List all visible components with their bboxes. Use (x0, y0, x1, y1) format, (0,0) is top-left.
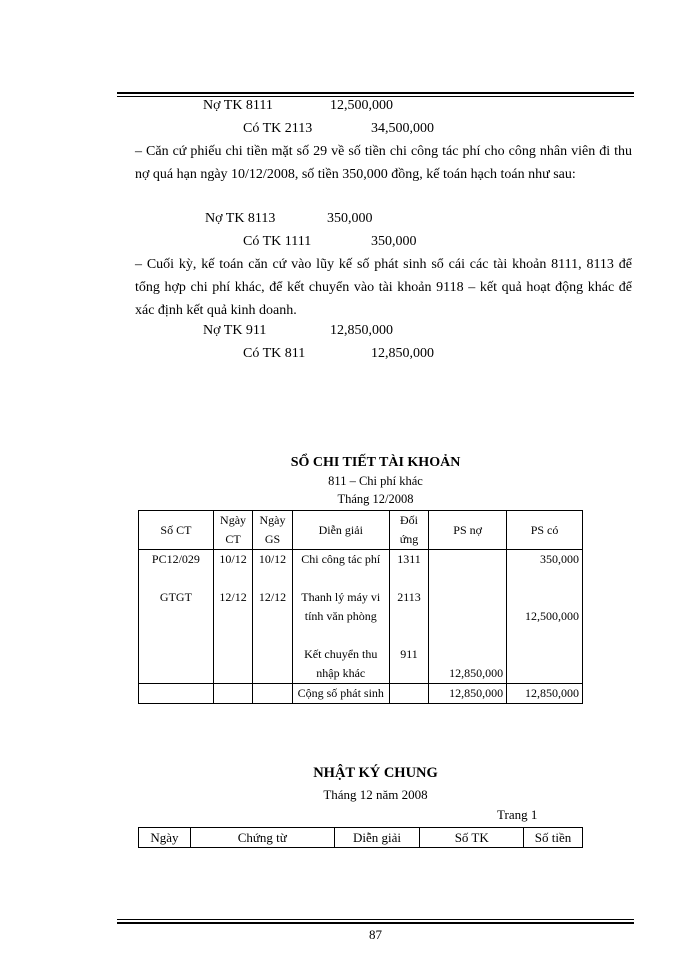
header-dien-giai: Diễn giải (292, 511, 389, 550)
total-ps-co: 12,850,000 (507, 684, 583, 704)
doi-ung-cell (389, 550, 428, 684)
ledger-header-row (139, 511, 583, 550)
entry1-debit-amount: 12,500,000 (330, 98, 393, 113)
ledger-total-row (139, 684, 583, 704)
table-row-3-dien-giai: Kết chuyển thu nhập khác (304, 647, 378, 680)
journal-header-so-tien: Số tiền (524, 828, 583, 848)
ledger-body-row (139, 550, 583, 684)
journal-header-ngay: Ngày (139, 828, 191, 848)
table-row-2-so-ct: GTGT (159, 590, 192, 604)
table-row-2-dien-giai: Thanh lý máy vi tính văn phòng (301, 590, 381, 623)
ledger-table (138, 510, 583, 704)
journal-header-row (139, 828, 583, 848)
header-ps-co: PS có (507, 511, 583, 550)
entry2-credit-label: Có TK 1111 (243, 234, 312, 249)
table-row-2-ngay-ct: 12/12 (219, 590, 247, 604)
table-row-2-doi-ung: 2113 (397, 590, 421, 604)
header-ngay-gs: Ngày GS (253, 511, 292, 550)
header-ps-no: PS nợ (429, 511, 507, 550)
table-row-1-dien-giai: Chi công tác phí (301, 552, 381, 566)
footer-rule-thin (117, 919, 634, 920)
so-ct-cell (139, 550, 214, 684)
journal-title: NHẬT KÝ CHUNG (313, 765, 438, 781)
table-row-1-ngay-gs: 10/12 (258, 552, 287, 566)
entry3-debit-amount: 12,850,000 (330, 323, 393, 338)
table-row-1-ps-co: 350,000 (540, 552, 579, 566)
table-row-1-so-ct: PC12/029 (151, 552, 200, 566)
entry2-debit-label: Nợ TK 8113 (205, 211, 276, 226)
entry3-debit-label: Nợ TK 911 (203, 323, 267, 338)
entry3-credit-label: Có TK 811 (243, 346, 306, 361)
entry3-credit-amount: 12,850,000 (371, 346, 434, 361)
table-row-2-ngay-gs: 12/12 (258, 590, 287, 604)
footer-rule (117, 922, 634, 924)
table-row-3-doi-ung: 911 (400, 647, 418, 661)
journal-table (138, 827, 583, 848)
page-number: 87 (369, 927, 382, 942)
paragraph-2: – Cuối kỳ, kế toán căn cứ vào lũy kế số phát sinh sổ cái các tài khoản 8111, 8113 để tổng hợp chi phí khác, để kết chuyển vào tài khoản 9118 – kết quả hoạt động khác để xác định kết quả kinh doanh. (135, 257, 632, 318)
ps-no-cell (429, 550, 507, 684)
entry2-credit-amount: 350,000 (371, 234, 417, 249)
header-so-ct: Số CT (139, 511, 214, 550)
ngay-gs-cell (253, 550, 292, 684)
table-row-1-ngay-ct: 10/12 (219, 552, 247, 566)
header-doi-ung: Đối ứng (389, 511, 428, 550)
table-row-3-ps-no: 12,850,000 (449, 666, 504, 680)
total-label: Cộng số phát sinh (292, 684, 389, 704)
entry1-debit-label: Nợ TK 8111 (203, 98, 273, 113)
journal-header-so-tk: Số TK (420, 828, 524, 848)
journal-page-label: Trang 1 (497, 807, 538, 822)
ledger-title: SỔ CHI TIẾT TÀI KHOẢN (290, 455, 461, 470)
entry2-debit-amount: 350,000 (327, 211, 373, 226)
header-rule (117, 92, 634, 94)
entry1-credit-label: Có TK 2113 (243, 121, 313, 136)
paragraph-1: – Căn cứ phiếu chi tiền mặt số 29 về số tiền chi công tác phí cho công nhân viên đi thu nợ quá hạn ngày 10/12/2008, số tiền 350,000 đồng, kế toán hạch toán như sau: (135, 144, 632, 182)
ps-co-cell (507, 550, 583, 684)
table-row-2-ps-co: 12,500,000 (525, 609, 579, 623)
entry1-credit-amount: 34,500,000 (371, 121, 434, 136)
journal-period: Tháng 12 năm 2008 (323, 787, 428, 802)
ledger-subtitle: 811 – Chi phí khác (328, 474, 423, 488)
header-ngay-ct: Ngày CT (213, 511, 252, 550)
total-ps-no: 12,850,000 (429, 684, 507, 704)
journal-header-dien-giai: Diễn giải (334, 828, 420, 848)
journal-header-chung-tu: Chứng từ (190, 828, 334, 848)
ledger-period: Tháng 12/2008 (337, 492, 414, 506)
ngay-ct-cell (213, 550, 252, 684)
dien-giai-cell (292, 550, 389, 684)
table-row-1-doi-ung: 1311 (397, 552, 421, 566)
